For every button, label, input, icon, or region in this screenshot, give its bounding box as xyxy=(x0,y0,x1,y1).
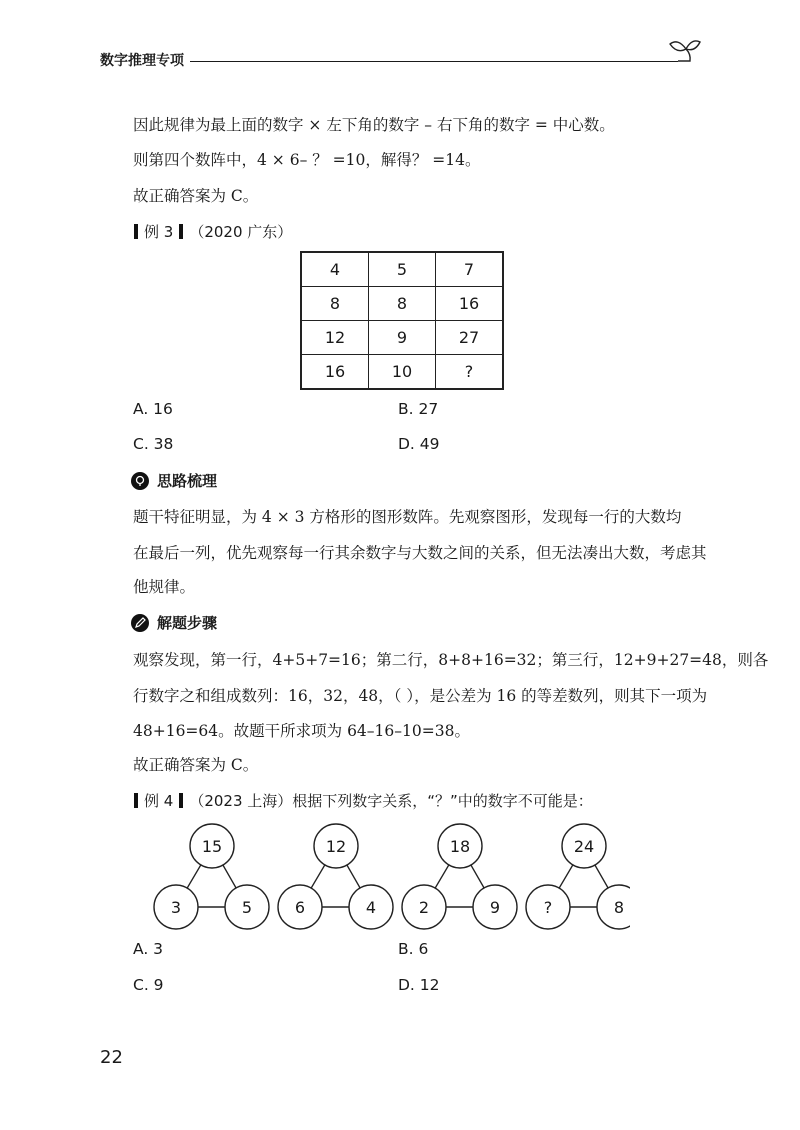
grid-cell: 10 xyxy=(369,355,436,390)
triangle-edge xyxy=(187,865,201,888)
example-4-number: 例 4 xyxy=(144,792,174,810)
example-4-question: （2023 上海）根据下列数字关系，“？”中的数字不可能是： xyxy=(189,792,593,810)
example-3-label xyxy=(128,221,292,242)
grid-cell: 4 xyxy=(301,252,369,287)
pencil-icon xyxy=(131,614,149,632)
option-d-ex4: D. 12 xyxy=(398,976,440,994)
analysis-line-1: 题干特征明显，为 4 × 3 方格形的图形数阵。先观察图形，发现每一行的大数均 xyxy=(133,508,682,526)
sprout-icon xyxy=(664,34,704,68)
grid-cell: 27 xyxy=(436,321,504,355)
steps-line-3: 48+16=64。故题干所求项为 64–16–10=38。 xyxy=(133,722,470,740)
answer-line-2: 故正确答案为 C。 xyxy=(133,756,259,774)
option-c: C. 38 xyxy=(133,435,174,453)
option-c-ex4: C. 9 xyxy=(133,976,164,994)
grid-cell: 16 xyxy=(301,355,369,390)
grid-row xyxy=(301,321,503,355)
circle-number-left: 6 xyxy=(294,898,306,917)
example-3-source: （2020 广东） xyxy=(189,223,293,241)
steps-heading xyxy=(131,612,217,633)
grid-cell: 9 xyxy=(369,321,436,355)
page-number: 22 xyxy=(100,1047,123,1068)
grid-row xyxy=(301,287,503,321)
triangle-edge xyxy=(559,865,573,888)
circle-number-left: ? xyxy=(543,898,553,917)
answer-line-1: 故正确答案为 C。 xyxy=(133,187,259,205)
triangle-figure xyxy=(278,824,393,929)
option-d: D. 49 xyxy=(398,435,440,453)
label-bar-right xyxy=(179,224,183,239)
option-a: A. 16 xyxy=(133,400,173,418)
circle-number-right: 5 xyxy=(241,898,253,917)
circle-number-right: 9 xyxy=(489,898,501,917)
circle-number-right: 4 xyxy=(365,898,377,917)
triangle-figure xyxy=(154,824,269,929)
analysis-heading xyxy=(131,470,217,491)
option-a-ex4: A. 3 xyxy=(133,940,164,958)
analysis-line-3: 他规律。 xyxy=(133,578,196,596)
label-bar-left xyxy=(134,224,138,239)
fourth-grid-solution: 则第四个数阵中，4 × 6– ？ =10，解得？ =14。 xyxy=(133,151,481,169)
grid-cell: 8 xyxy=(369,287,436,321)
option-b-ex4: B. 6 xyxy=(398,940,429,958)
circle-number-top: 24 xyxy=(573,837,595,856)
label-bar-left xyxy=(134,793,138,808)
triangle-edge xyxy=(595,865,608,888)
option-b: B. 27 xyxy=(398,400,439,418)
grid-cell: 7 xyxy=(436,252,504,287)
grid-row xyxy=(301,355,503,390)
circle-number-top: 18 xyxy=(449,837,471,856)
triangle-edge xyxy=(223,865,236,888)
triangle-figure xyxy=(526,824,630,929)
circle-number-right: 8 xyxy=(613,898,625,917)
running-header-title: 数字推理专项 xyxy=(100,53,184,69)
circle-number-top: 15 xyxy=(201,837,223,856)
lightbulb-icon xyxy=(131,472,149,490)
number-grid xyxy=(300,251,504,390)
triangle-edge xyxy=(311,865,325,888)
grid-cell: 12 xyxy=(301,321,369,355)
grid-cell: 5 xyxy=(369,252,436,287)
grid-cell: ? xyxy=(436,355,504,390)
triangle-edge xyxy=(347,865,360,888)
label-bar-right xyxy=(179,793,183,808)
rule-conclusion: 因此规律为最上面的数字 × 左下角的数字 – 右下角的数字 = 中心数。 xyxy=(133,116,615,134)
example-3-number: 例 3 xyxy=(144,223,174,241)
circle-number-left: 3 xyxy=(170,898,182,917)
circle-number-top: 12 xyxy=(325,837,347,856)
circle-number-left: 2 xyxy=(418,898,430,917)
grid-cell: 16 xyxy=(436,287,504,321)
analysis-line-2: 在最后一列，优先观察每一行其余数字与大数之间的关系，但无法凑出大数，考虑其 xyxy=(133,544,707,562)
steps-line-1: 观察发现，第一行，4+5+7=16；第二行，8+8+16=32；第三行，12+9+27=48，则各 xyxy=(133,651,769,669)
triangle-figure xyxy=(402,824,517,929)
example-4-label xyxy=(128,790,593,811)
triangle-edge xyxy=(471,865,484,888)
grid-row xyxy=(301,252,503,287)
steps-title: 解题步骤 xyxy=(157,614,218,632)
grid-cell: 8 xyxy=(301,287,369,321)
steps-line-2: 行数字之和组成数列：16，32，48，（ ），是公差为 16 的等差数列，则其下一项为 xyxy=(133,687,708,705)
analysis-title: 思路梳理 xyxy=(157,472,218,490)
header-rule xyxy=(190,61,678,62)
triangle-edge xyxy=(435,865,449,888)
triangle-figures xyxy=(150,820,630,930)
